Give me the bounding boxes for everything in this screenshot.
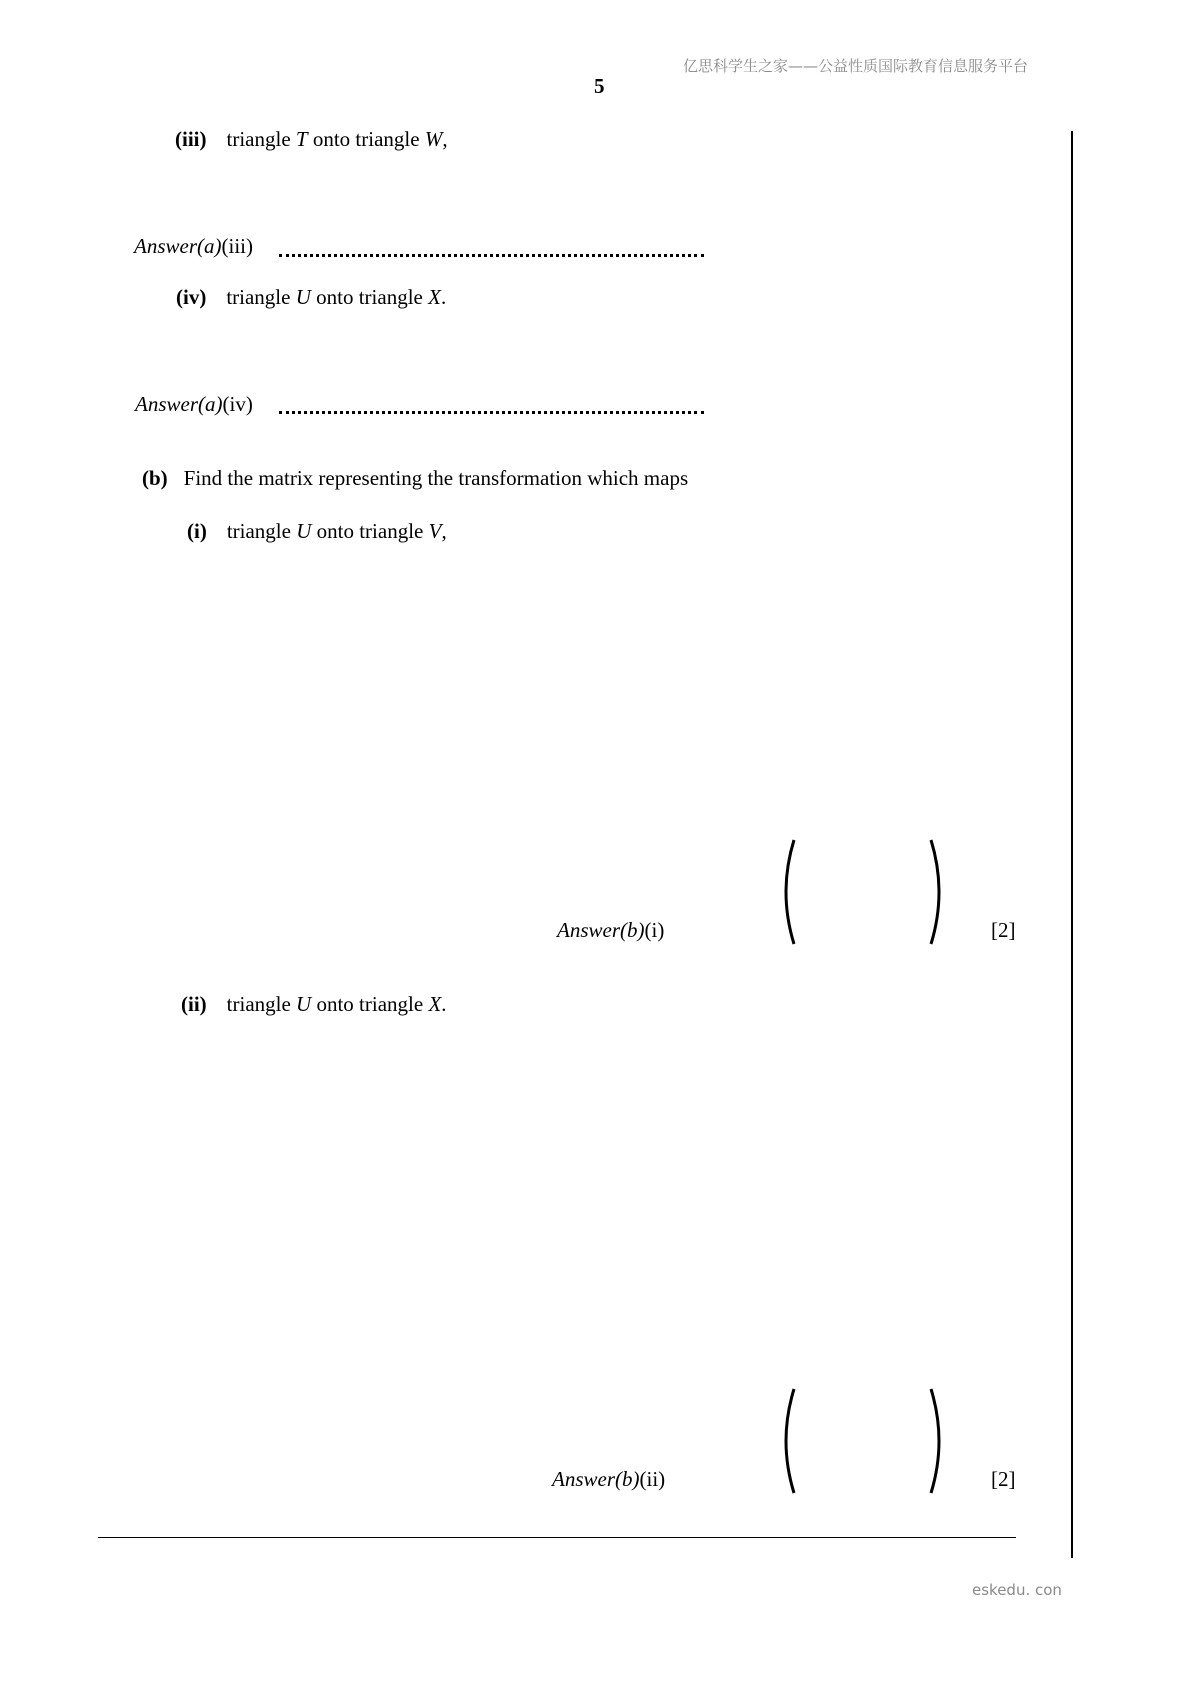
question-a-iii: (iii) triangle T onto triangle W,	[175, 127, 448, 151]
answer-a-iv-line[interactable]	[279, 411, 704, 414]
question-b-ii: (ii) triangle U onto triangle X.	[181, 992, 447, 1016]
answer-b-ii-matrix-space[interactable]	[808, 1399, 918, 1483]
answer-a-iii-line[interactable]	[279, 254, 704, 257]
answer-b-ii-marks: [2]	[991, 1467, 1016, 1491]
answer-a-iv-label: Answer(a)(iv)	[135, 392, 253, 416]
question-a-iv: (iv) triangle U onto triangle X.	[176, 285, 447, 309]
answer-b-i-marks: [2]	[991, 918, 1016, 942]
question-label: (ii)	[181, 992, 207, 1016]
header-watermark: 亿思科学生之家——公益性质国际教育信息服务平台	[683, 57, 1029, 75]
matrix-left-bracket-icon	[776, 1387, 800, 1495]
bottom-rule	[98, 1537, 1016, 1538]
answer-b-i-label: Answer(b)(i)	[557, 918, 665, 942]
question-label: (iv)	[176, 285, 207, 309]
matrix-left-bracket-icon	[776, 838, 800, 946]
matrix-right-bracket-icon	[925, 838, 949, 946]
question-label: (i)	[187, 519, 207, 543]
answer-b-ii-label: Answer(b)(ii)	[552, 1467, 666, 1491]
question-label: (iii)	[175, 127, 207, 151]
answer-a-iii-label: Answer(a)(iii)	[134, 234, 253, 258]
matrix-right-bracket-icon	[925, 1387, 949, 1495]
footer-watermark: eskedu. con	[972, 1581, 1062, 1599]
question-b-i: (i) triangle U onto triangle V,	[187, 519, 447, 543]
right-margin-line	[1071, 131, 1073, 1558]
question-label: (b)	[142, 466, 168, 490]
question-b: (b) Find the matrix representing the transformation which maps	[142, 466, 689, 490]
page-number: 5	[594, 74, 605, 98]
answer-b-i-matrix-space[interactable]	[808, 850, 918, 934]
